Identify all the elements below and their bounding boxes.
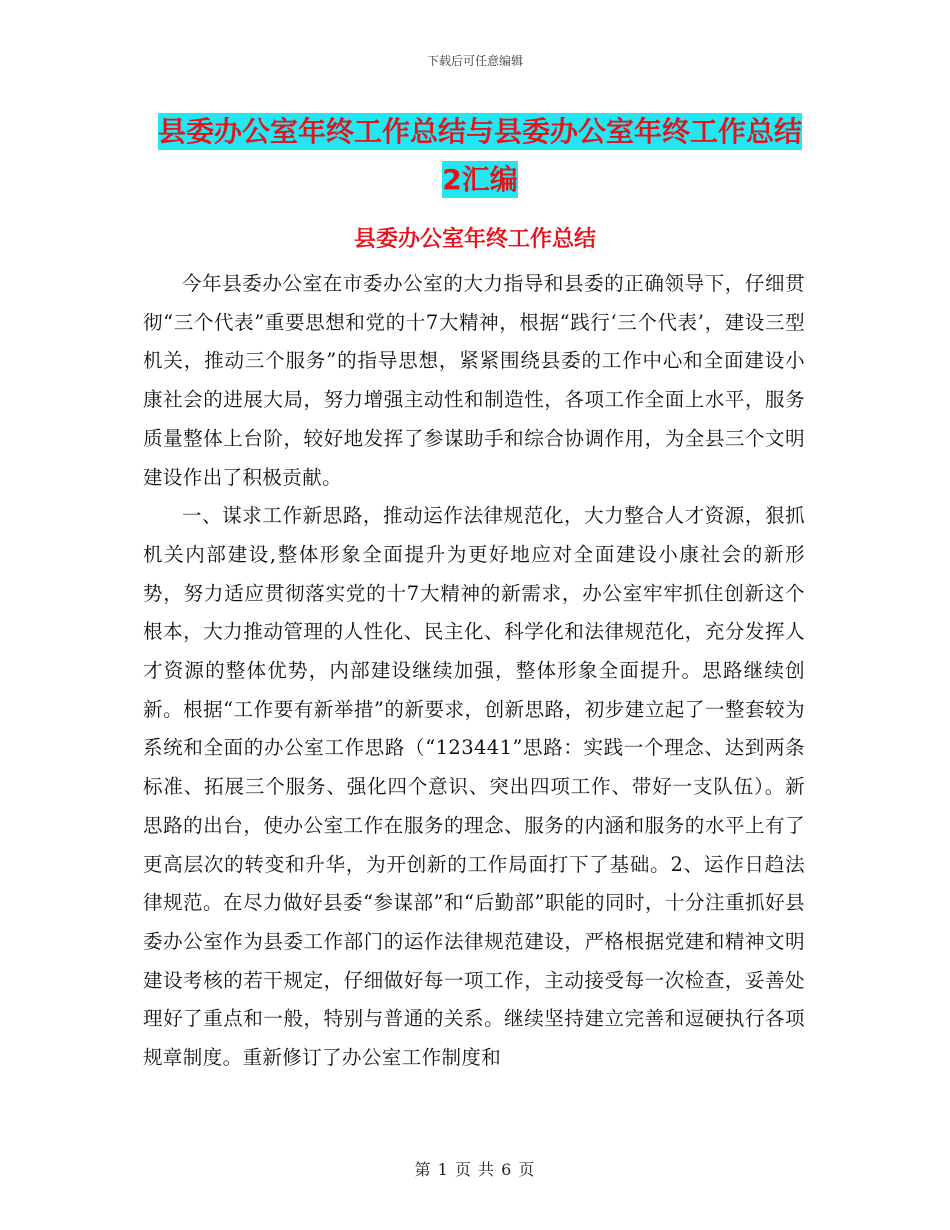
paragraph: 今年县委办公室在市委办公室的大力指导和县委的正确领导下，仔细贯彻“三个代表”重要思想和党的十7大精神，根据“践行‘三个代表’，建设三型机关，推动三个服务”的指导思想，紧紧围绕县委的工作中心和全面建设小康社会的进展大局，努力增强主动性和制造性，各项工作全面上水平，服务质量整体上台阶，较好地发挥了参谋助手和综合协调作用，为全县三个文明建设作出了积极贡献。: [143, 272, 805, 489]
document-title-line-1: 县委办公室年终工作总结与县委办公室年终工作总结: [157, 115, 802, 148]
header-note: 下载后可任意编辑: [426, 54, 523, 68]
page-number: 第 1 页 共 6 页: [414, 1160, 536, 1179]
body-text: [143, 265, 805, 1078]
document-title: [140, 108, 820, 204]
section-title: 县委办公室年终工作总结: [353, 227, 596, 252]
paragraph: 一、谋求工作新思路，推动运作法律规范化，大力整合人才资源，狠抓机关内部建设,整体形象全面提升为更好地应对全面建设小康社会的新形势，努力适应贯彻落实党的十7大精神的新需求，办公室牢牢抓住创新这个根本，大力推动管理的人性化、民主化、科学化和法律规范化，充分发挥人才资源的整体优势，内部建设继续加强，整体形象全面提升。思路继续创新。根据“工作要有新举措”的新要求，创新思路，初步建立起了一整套较为系统和全面的办公室工作思路（“123441”思路：实践一个理念、达到两条标准、拓展三个服务、强化四个意识、突出四项工作、带好一支队伍）。新思路的出台，使办公室工作在服务的理念、服务的内涵和服务的水平上有了更高层次的转变和升华，为开创新的工作局面打下了基础。2、运作日趋法律规范。在尽力做好县委“参谋部”和“后勤部”职能的同时，十分注重抓好县委办公室作为县委工作部门的运作法律规范建设，严格根据党建和精神文明建设考核的若干规定，仔细做好每一项工作，主动接受每一次检查，妥善处理好了重点和一般，特别与普通的关系。继续坚持建立完善和逗硬执行各项规章制度。重新修订了办公室工作制度和: [143, 504, 805, 1070]
document-title-line-2: 2汇编: [442, 163, 518, 196]
